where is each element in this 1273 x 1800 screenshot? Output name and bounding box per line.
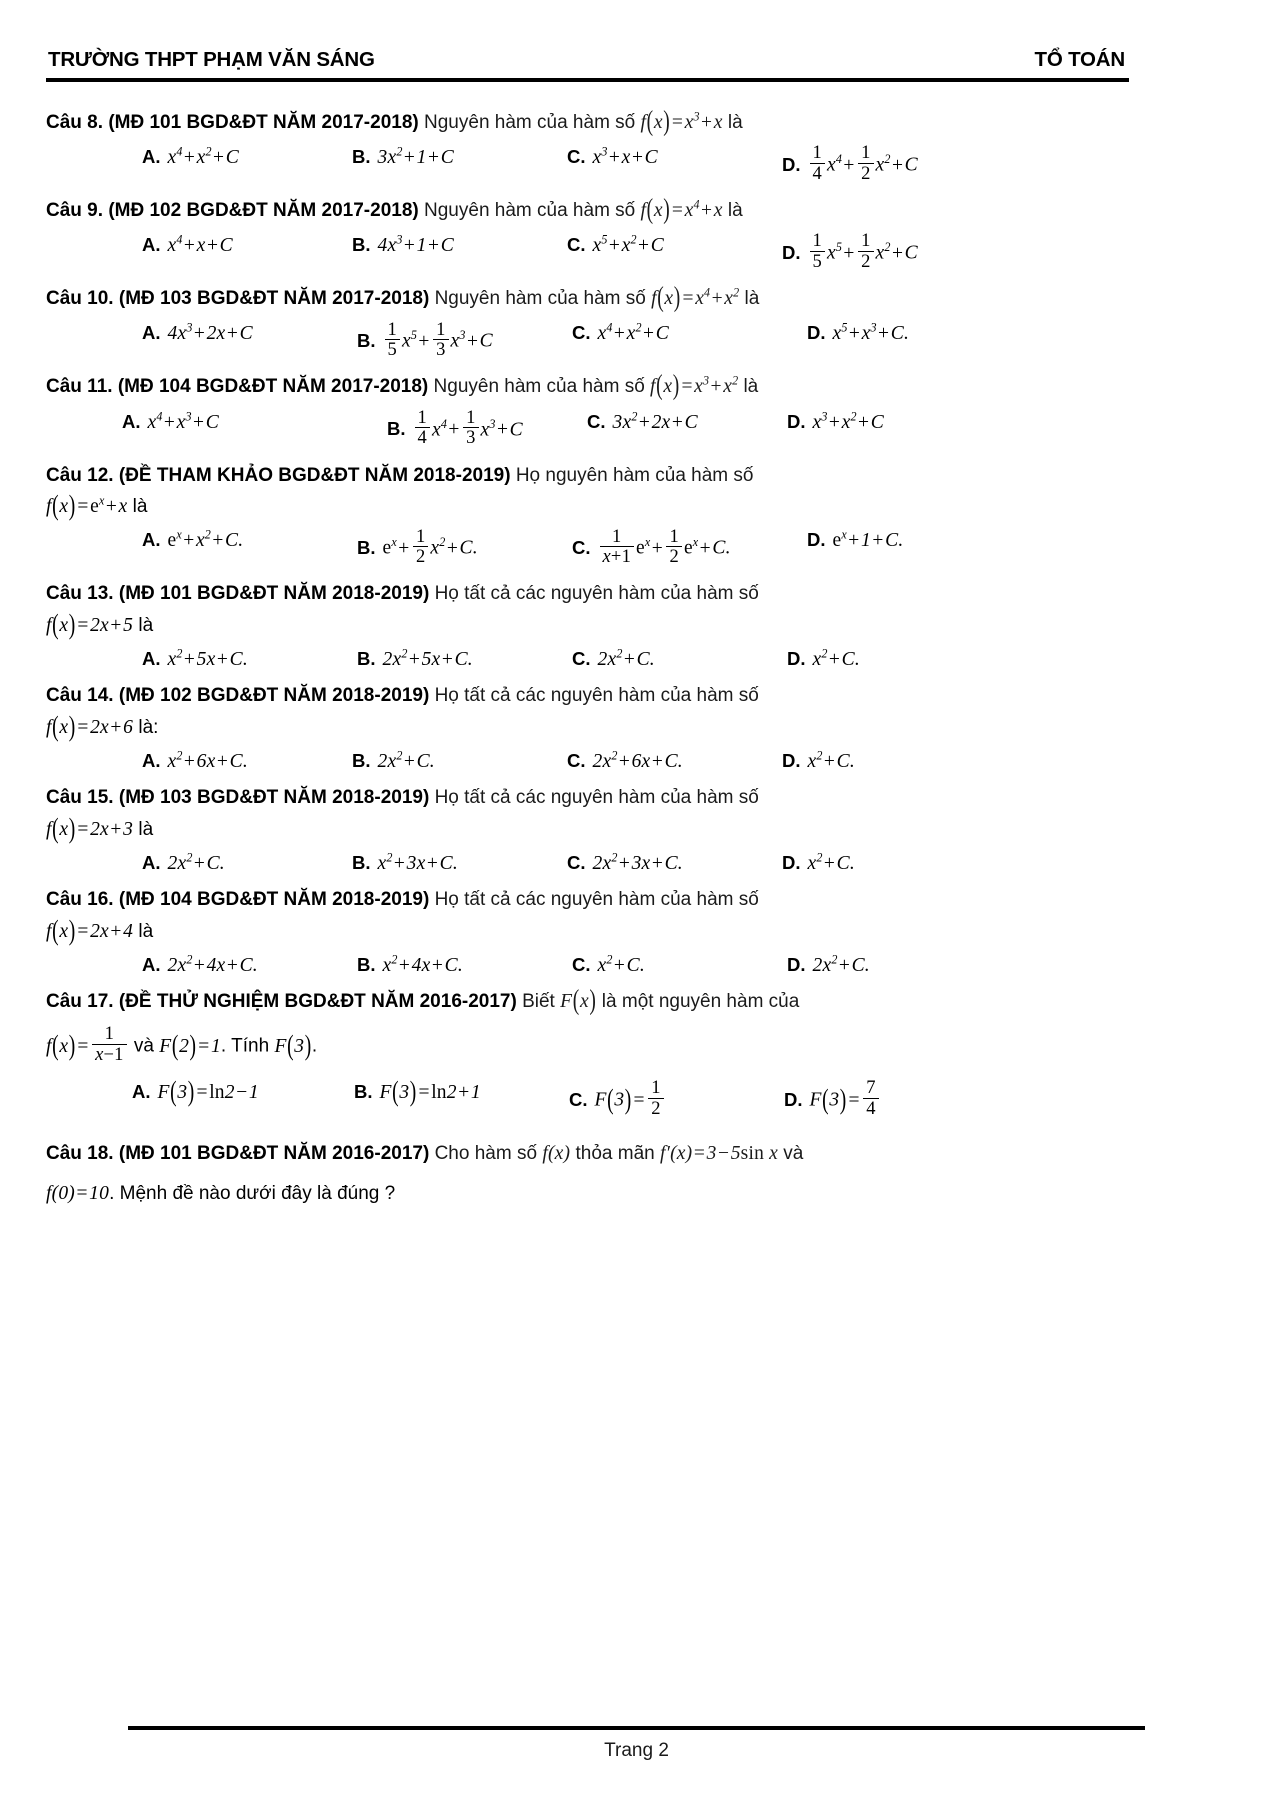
question-9-option-a[interactable]: [142, 234, 352, 257]
question-15-tail: là: [138, 818, 154, 840]
option-d-math: $x^5+x^3+C$.: [832, 320, 910, 345]
question-10-tail: là: [744, 288, 760, 310]
question-11-option-a[interactable]: [122, 411, 387, 434]
question-18-text3: và: [783, 1143, 804, 1165]
question-11-label: Câu 11.: [46, 376, 113, 398]
option-d-math: $\frac{1}{4}$ $x^4+$ $\frac{1}{2}$ $x^2+C$: [808, 146, 918, 186]
question-13-option-b[interactable]: [357, 648, 572, 671]
option-b-math: $\frac{1}{4}$ $x^4+$ $\frac{1}{3}$ $x^3+C$: [413, 411, 523, 451]
question-8-stem: [46, 108, 1145, 138]
question-16-option-d[interactable]: [787, 954, 870, 977]
question-17-options: [46, 1077, 1145, 1121]
option-c-math: $2x^2+6x+C$.: [592, 748, 683, 773]
question-12-option-c[interactable]: [572, 525, 807, 569]
question-14-options: [46, 750, 1145, 773]
option-b-math: F(3) =ln2+1: [379, 1077, 481, 1108]
question-11-option-b[interactable]: [387, 406, 587, 451]
option-tag: C.: [567, 146, 586, 168]
question-8-option-b[interactable]: [352, 146, 567, 169]
question-15-option-d[interactable]: [782, 852, 855, 875]
option-tag: D.: [787, 648, 806, 670]
option-a-math: $x^2+5x+C$.: [167, 646, 248, 671]
option-tag: A.: [142, 234, 161, 256]
question-16-tail: là: [138, 920, 154, 942]
header-divider: [46, 78, 1129, 82]
option-tag: A.: [142, 750, 161, 772]
question-10-option-c[interactable]: [572, 322, 807, 345]
question-10-label: Câu 10.: [46, 288, 114, 310]
option-b-math: $3x^2+1+C$: [377, 144, 454, 169]
question-15-text: Họ tất cả các nguyên hàm của hàm số: [434, 787, 759, 809]
option-c-math: $\frac{1}{x+1}$ $e^x+$ $\frac{1}{2}$ $e^x+C$.: [598, 529, 731, 569]
page-number: Trang 2: [604, 1740, 669, 1761]
option-tag: A.: [132, 1081, 151, 1103]
question-12: [46, 461, 1145, 570]
question-9-options: [46, 230, 1145, 274]
question-13: [46, 579, 1145, 671]
question-17-text2: là một nguyên hàm của: [601, 991, 800, 1013]
question-18-formula-f: f(x): [542, 1143, 571, 1165]
question-16: [46, 885, 1145, 977]
question-17-condition: F(2) =1: [159, 1030, 221, 1062]
question-11-option-d[interactable]: [787, 411, 884, 434]
option-b-math: $\frac{1}{5}$ $x^5+$ $\frac{1}{3}$ $x^3+C$: [383, 322, 493, 362]
option-tag: D.: [782, 750, 801, 772]
option-b-math: $2x^2+C$.: [377, 748, 435, 773]
school-name: TRƯỜNG THPT PHẠM VĂN SÁNG: [48, 48, 375, 71]
option-b-math: $2x^2+5x+C$.: [382, 646, 473, 671]
question-17-option-b[interactable]: [354, 1077, 569, 1108]
question-12-text: Họ nguyên hàm của hàm số: [515, 464, 754, 486]
question-11-source: (MĐ 104 BGD&ĐT NĂM 2017-2018): [117, 376, 429, 398]
option-d-math: $\frac{1}{5}$ $x^5+$ $\frac{1}{2}$ $x^2+C$: [808, 234, 918, 274]
question-16-source: (MĐ 104 BGD&ĐT NĂM 2018-2019): [118, 889, 430, 911]
question-13-label: Câu 13.: [46, 583, 114, 605]
question-15: [46, 783, 1145, 875]
document-footer: [0, 1726, 1273, 1762]
question-18-text2: thỏa mãn: [575, 1143, 655, 1165]
option-a-math: $x^2+6x+C$.: [167, 748, 248, 773]
question-17-target: F(3): [274, 1030, 312, 1062]
question-16-option-a[interactable]: [142, 954, 357, 977]
question-15-source: (MĐ 103 BGD&ĐT NĂM 2018-2019): [118, 787, 430, 809]
question-18-stem-line2: f(0)=10. Mệnh đề nào dưới đây là đúng ?: [46, 1183, 396, 1205]
option-c-math: $2x^2+C$.: [597, 646, 655, 671]
question-11-text: Nguyên hàm của hàm số: [433, 376, 645, 398]
option-c-math: $3x^2+2x+C$: [612, 409, 698, 433]
question-12-options: [46, 525, 1145, 569]
option-tag: B.: [352, 852, 371, 874]
question-18: [46, 1139, 1145, 1209]
option-b-math: $4x^3+1+C$: [377, 232, 454, 257]
option-tag: C.: [567, 750, 586, 772]
option-d-math: $x^2+C$.: [812, 646, 860, 671]
question-15-formula: f(x) =2x+3: [46, 813, 134, 845]
option-tag: C.: [572, 536, 591, 558]
question-12-option-b[interactable]: [357, 525, 572, 569]
option-a-math: $x^4+x^3+C$: [147, 409, 219, 433]
question-14-stem-line2: [46, 713, 1145, 743]
question-13-options: [46, 648, 1145, 671]
question-9-tail: là: [727, 200, 743, 222]
option-tag: D.: [782, 153, 801, 175]
option-tag: C.: [567, 234, 586, 256]
option-a-math: $2x^2+4x+C$.: [167, 952, 258, 977]
question-9-formula: $f(x) =x^4+x$: [640, 195, 723, 226]
option-d-math: $x^2+C$.: [807, 748, 855, 773]
question-9-option-d[interactable]: [782, 230, 918, 274]
option-b-math: $e^x+$ $\frac{1}{2}$ $x^2+C$.: [382, 525, 478, 567]
question-8-label: Câu 8.: [46, 112, 104, 133]
option-b-math: $x^2+3x+C$.: [377, 850, 458, 875]
question-13-stem-line2: [46, 611, 1145, 641]
question-14-tail: là:: [138, 716, 159, 738]
question-17-source: (ĐỀ THỬ NGHIỆM BGD&ĐT NĂM 2016-2017): [118, 991, 517, 1013]
question-12-option-d[interactable]: [807, 529, 903, 552]
option-tag: D.: [782, 241, 801, 263]
question-11: [46, 372, 1145, 450]
option-c-math: $x^3+x+C$: [592, 144, 658, 169]
question-8: [46, 108, 1145, 186]
question-17-formula-F: F(x): [560, 986, 597, 1017]
question-12-label: Câu 12.: [46, 464, 114, 486]
question-13-option-c[interactable]: [572, 648, 787, 671]
question-10-source: (MĐ 103 BGD&ĐT NĂM 2017-2018): [118, 288, 430, 310]
question-17-text3: và: [133, 1035, 154, 1057]
option-c-math: F(3) = $\frac{1}{2}$: [595, 1081, 666, 1121]
question-8-text: Nguyên hàm của hàm số: [424, 112, 636, 133]
question-10-formula: $f(x) =x^4+x^2$: [651, 283, 740, 314]
option-tag: C.: [572, 322, 591, 344]
question-14-option-a[interactable]: [142, 750, 352, 773]
question-8-option-a[interactable]: [142, 146, 352, 169]
question-10-text: Nguyên hàm của hàm số: [434, 288, 646, 310]
option-tag: B.: [357, 536, 376, 558]
option-b-math: $x^2+4x+C$.: [382, 952, 463, 977]
option-d-math: F(3) = $\frac{7}{4}$: [810, 1081, 881, 1121]
option-tag: A.: [142, 852, 161, 874]
question-14-label: Câu 14.: [46, 685, 114, 707]
option-tag: B.: [357, 648, 376, 670]
question-9-source: (MĐ 102 BGD&ĐT NĂM 2017-2018): [108, 200, 419, 222]
question-17-option-d[interactable]: [784, 1077, 881, 1121]
option-tag: A.: [142, 322, 161, 344]
option-a-math: $x^4+x^2+C$: [167, 144, 239, 169]
question-12-option-a[interactable]: [142, 529, 357, 552]
question-14: [46, 681, 1145, 773]
option-tag: C.: [567, 852, 586, 874]
option-tag: D.: [807, 529, 826, 551]
option-d-math: $x^3+x^2+C$: [812, 409, 884, 433]
question-12-source: (ĐỀ THAM KHẢO BGD&ĐT NĂM 2018-2019): [118, 464, 511, 486]
option-c-math: $x^4+x^2+C$: [597, 320, 669, 345]
question-18-condition: f(0)=10: [46, 1183, 110, 1205]
question-8-source: (MĐ 101 BGD&ĐT NĂM 2017-2018): [108, 112, 419, 133]
option-d-math: $2x^2+C$.: [812, 952, 870, 977]
question-10-option-a[interactable]: [142, 322, 357, 345]
question-14-text: Họ tất cả các nguyên hàm của hàm số: [434, 685, 759, 707]
question-9-label: Câu 9.: [46, 200, 104, 222]
question-17-text: Biết: [522, 991, 555, 1013]
option-tag: A.: [142, 648, 161, 670]
question-8-option-c[interactable]: [567, 146, 782, 169]
question-18-stem: [46, 1139, 1145, 1169]
question-11-formula: $f(x) =x^3+x^2$: [650, 371, 739, 402]
footer-divider: [128, 1726, 1145, 1730]
question-9-option-b[interactable]: [352, 234, 567, 257]
question-15-option-b[interactable]: [352, 852, 567, 875]
option-a-math: $x^4+x+C$: [167, 232, 233, 257]
question-12-stem: [46, 461, 1145, 490]
question-16-stem-line2: [46, 917, 1145, 947]
option-c-math: $x^2+C$.: [597, 952, 645, 977]
question-17-stem-line2: f(x) = $\frac{1}{x-1}$ và F(2) =1. Tính F(3).: [46, 1023, 318, 1065]
question-16-option-b[interactable]: [357, 954, 572, 977]
question-18-text: Cho hàm số: [434, 1143, 538, 1165]
question-13-formula: f(x) =2x+5: [46, 610, 134, 641]
option-tag: C.: [569, 1088, 588, 1110]
question-15-stem: [46, 783, 1145, 812]
option-c-math: $2x^2+3x+C$.: [592, 850, 683, 875]
option-tag: C.: [572, 648, 591, 670]
option-tag: B.: [387, 418, 406, 440]
question-10: [46, 284, 1145, 362]
question-8-tail: là: [727, 112, 743, 133]
option-tag: B.: [357, 954, 376, 976]
option-d-math: $x^2+C$.: [807, 850, 855, 875]
option-tag: B.: [354, 1081, 373, 1103]
document-header: [46, 48, 1145, 78]
option-tag: B.: [352, 146, 371, 168]
question-18-derivative: f′(x)=3−5sin x: [660, 1143, 778, 1165]
question-12-formula: $f(x) =e^x+x$: [46, 491, 128, 522]
question-16-label: Câu 16.: [46, 889, 114, 911]
question-15-option-c[interactable]: [567, 852, 782, 875]
question-15-stem-line2: [46, 815, 1145, 845]
question-16-option-c[interactable]: [572, 954, 787, 977]
question-8-options: [46, 142, 1145, 186]
question-16-options: [46, 954, 1145, 977]
question-10-stem: [46, 284, 1145, 314]
option-tag: A.: [142, 146, 161, 168]
question-14-option-d[interactable]: [782, 750, 855, 773]
question-10-option-b[interactable]: [357, 318, 572, 362]
option-tag: B.: [352, 234, 371, 256]
question-11-stem: [46, 372, 1145, 402]
option-a-math: F(3) =ln2−1: [157, 1077, 259, 1108]
question-17-label: Câu 17.: [46, 991, 114, 1013]
question-16-text: Họ tất cả các nguyên hàm của hàm số: [434, 889, 759, 911]
question-17-stem: [46, 987, 1145, 1017]
question-18-label: Câu 18.: [46, 1143, 114, 1165]
option-tag: D.: [787, 410, 806, 432]
question-9-text: Nguyên hàm của hàm số: [424, 200, 636, 222]
option-tag: D.: [787, 954, 806, 976]
question-8-formula: $f(x) =x^3+x$: [640, 107, 723, 138]
question-10-option-d[interactable]: [807, 322, 909, 345]
option-d-math: $e^x+1+C$.: [832, 527, 904, 552]
question-15-option-a[interactable]: [142, 852, 352, 875]
question-13-stem: [46, 579, 1145, 608]
option-tag: B.: [357, 329, 376, 351]
question-14-formula: f(x) =2x+6: [46, 711, 134, 743]
option-tag: A.: [142, 529, 161, 551]
option-tag: A.: [142, 954, 161, 976]
option-tag: D.: [784, 1088, 803, 1110]
option-tag: C.: [587, 410, 606, 432]
question-17-option-c[interactable]: [569, 1077, 784, 1121]
question-17-formula-f: f(x) = $\frac{1}{x-1}$: [46, 1036, 129, 1057]
option-c-math: $x^5+x^2+C$: [592, 232, 664, 257]
question-12-tail: là: [132, 495, 148, 517]
question-16-stem: [46, 885, 1145, 914]
option-a-math: $e^x+x^2+C$.: [167, 527, 244, 552]
question-14-option-b[interactable]: [352, 750, 567, 773]
question-9-option-c[interactable]: [567, 234, 782, 257]
question-14-stem: [46, 681, 1145, 710]
question-18-text4: Mệnh đề nào dưới đây là đúng ?: [119, 1183, 396, 1205]
question-10-options: [46, 318, 1145, 362]
question-16-formula: f(x) =2x+4: [46, 915, 134, 947]
option-tag: B.: [352, 750, 371, 772]
option-tag: A.: [122, 410, 141, 432]
question-11-options: [46, 406, 1145, 451]
question-13-tail: là: [138, 614, 154, 636]
option-tag: D.: [807, 322, 826, 344]
option-a-math: $4x^3+2x+C$: [167, 320, 253, 345]
question-12-stem-line2: [46, 492, 1145, 522]
question-18-source: (MĐ 101 BGD&ĐT NĂM 2016-2017): [118, 1143, 430, 1165]
question-17-option-a[interactable]: [132, 1077, 354, 1108]
option-a-math: $2x^2+C$.: [167, 850, 225, 875]
question-9-stem: [46, 196, 1145, 226]
question-17-text4: Tính: [231, 1035, 270, 1057]
department-name: TỔ TOÁN: [1034, 48, 1125, 71]
question-8-option-d[interactable]: [782, 142, 918, 186]
question-13-text: Họ tất cả các nguyên hàm của hàm số: [434, 583, 759, 605]
option-tag: D.: [782, 852, 801, 874]
option-tag: C.: [572, 954, 591, 976]
question-13-option-d[interactable]: [787, 648, 860, 671]
question-13-source: (MĐ 101 BGD&ĐT NĂM 2018-2019): [118, 583, 430, 605]
question-15-options: [46, 852, 1145, 875]
question-14-source: (MĐ 102 BGD&ĐT NĂM 2018-2019): [118, 685, 430, 707]
question-11-option-c[interactable]: [587, 411, 787, 434]
question-11-tail: là: [743, 376, 759, 398]
question-17: [46, 987, 1145, 1121]
question-14-option-c[interactable]: [567, 750, 782, 773]
question-13-option-a[interactable]: [142, 648, 357, 671]
question-9: [46, 196, 1145, 274]
question-15-label: Câu 15.: [46, 787, 114, 809]
